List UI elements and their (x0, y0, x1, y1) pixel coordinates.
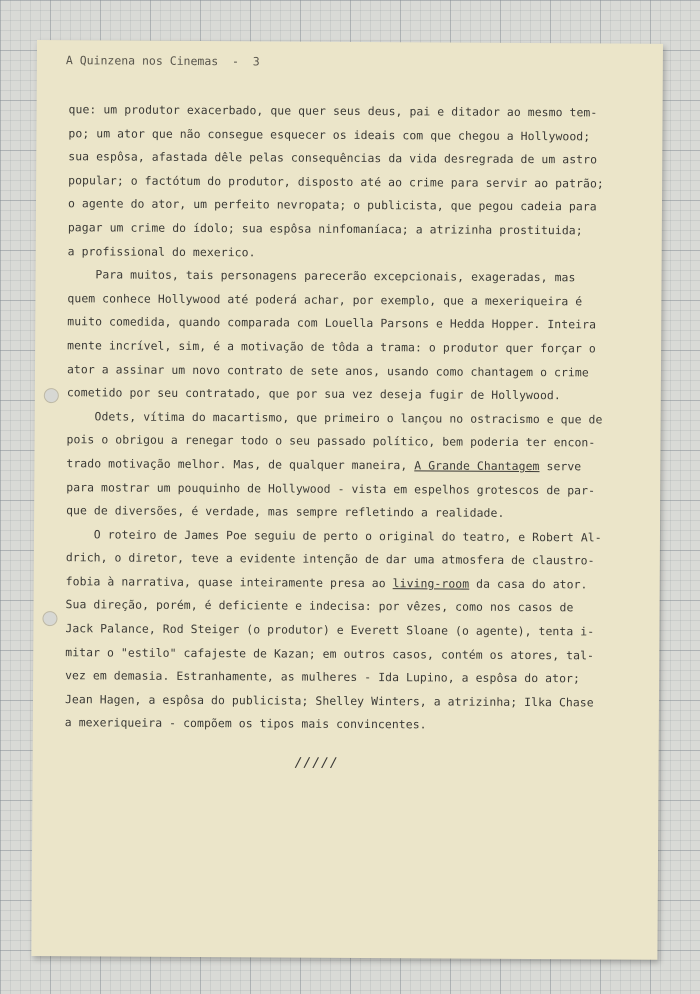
text-line: cometido por seu contratado, que por sua vez deseja fugir de Hollywood. (66, 385, 561, 403)
typewritten-page (31, 40, 663, 960)
text-line: a mexeriqueira - compõem os tipos mais convincentes. (64, 715, 427, 732)
text-line: Jean Hagen, a espôsa do publicista; Shelley Winters, a atrizinha; Ilka Chase (64, 692, 594, 710)
text-line: pagar um crime do ídolo; sua espôsa ninfomaníaca; a atrizinha prostituida; (67, 220, 583, 238)
text-line: mitar o "estilo" cafajeste de Kazan; em outros casos, contém os atores, tal- (65, 644, 595, 663)
text-line: Odets, vítima do macartismo, que primeiro o lançou no ostracismo e que de (66, 408, 603, 427)
text-line: drich, o diretor, teve a evidente intenção de dar uma atmosfera de claustro- (65, 550, 595, 568)
text-line: a profissional do mexerico. (67, 243, 256, 259)
text-line: Sua direção, porém, é deficiente e indecisa: por vêzes, como nos casos de (65, 597, 574, 615)
punch-hole (44, 388, 59, 403)
underlined-title: A Grande Chantagem (414, 458, 540, 473)
text-line: quem conhece Hollywood até poderá achar, por exemplo, que a mexeriqueira é (67, 290, 583, 309)
text-line: fobia à narrativa, quase inteiramente presa ao living-room da casa do ator. (65, 574, 588, 592)
text-line: vez em demasia. Estranhamente, as mulheres - Ida Lupino, a espôsa do ator; (65, 668, 581, 686)
text-line: trado motivação melhor. Mas, de qualquer maneira, A Grande Chantagem serve (66, 456, 582, 474)
text-line: sua espôsa, afastada dêle pelas consequências da vida desregrada de um astro (68, 149, 598, 167)
text-line: popular; o factótum do produtor, disposto até ao crime para servir ao patrão; (68, 172, 604, 191)
text-line: O roteiro de James Poe seguiu de perto o original do teatro, e Robert Al- (65, 526, 602, 545)
text-line: pois o obrigou a renegar todo o seu passado político, bem poderia ter encon- (66, 432, 596, 450)
text-line: para mostrar um pouquinho de Hollywood - vista em espelhos grotescos de par- (66, 479, 596, 497)
text-line: Para muitos, tais personagens parecerão excepcionais, exageradas, mas (67, 267, 576, 285)
end-mark: ///// (294, 755, 339, 771)
text-line: muito comedida, quando comparada com Louella Parsons e Hedda Hopper. Inteira (67, 314, 597, 332)
text-line: mente incrível, sim, é a motivação de tôda a trama: o produtor quer forçar o (67, 338, 596, 356)
underlined-title: living-room (392, 576, 470, 591)
body-text (65, 98, 649, 739)
text-line: Jack Palance, Rod Steiger (o produtor) e Everett Sloane (o agente), tenta i- (65, 621, 595, 639)
text-line: o agente do ator, um perfeito nevropata; o publicista, que pegou cadeia para (67, 196, 597, 214)
punch-hole (42, 611, 57, 626)
text-line: ator a assinar um novo contrato de sete anos, usando como chantagem o crime (66, 361, 589, 379)
text-line: po; um ator que não consegue esquecer os ideais com que chegou a Hollywood; (68, 125, 591, 143)
text-line: que: um produtor exacerbado, que quer seus deus, pai e ditador ao mesmo tem- (68, 102, 598, 120)
page-header: A Quinzena nos Cinemas - 3 (65, 53, 260, 69)
text-line: que de diversões, é verdade, mas sempre refletindo a realidade. (66, 503, 505, 520)
